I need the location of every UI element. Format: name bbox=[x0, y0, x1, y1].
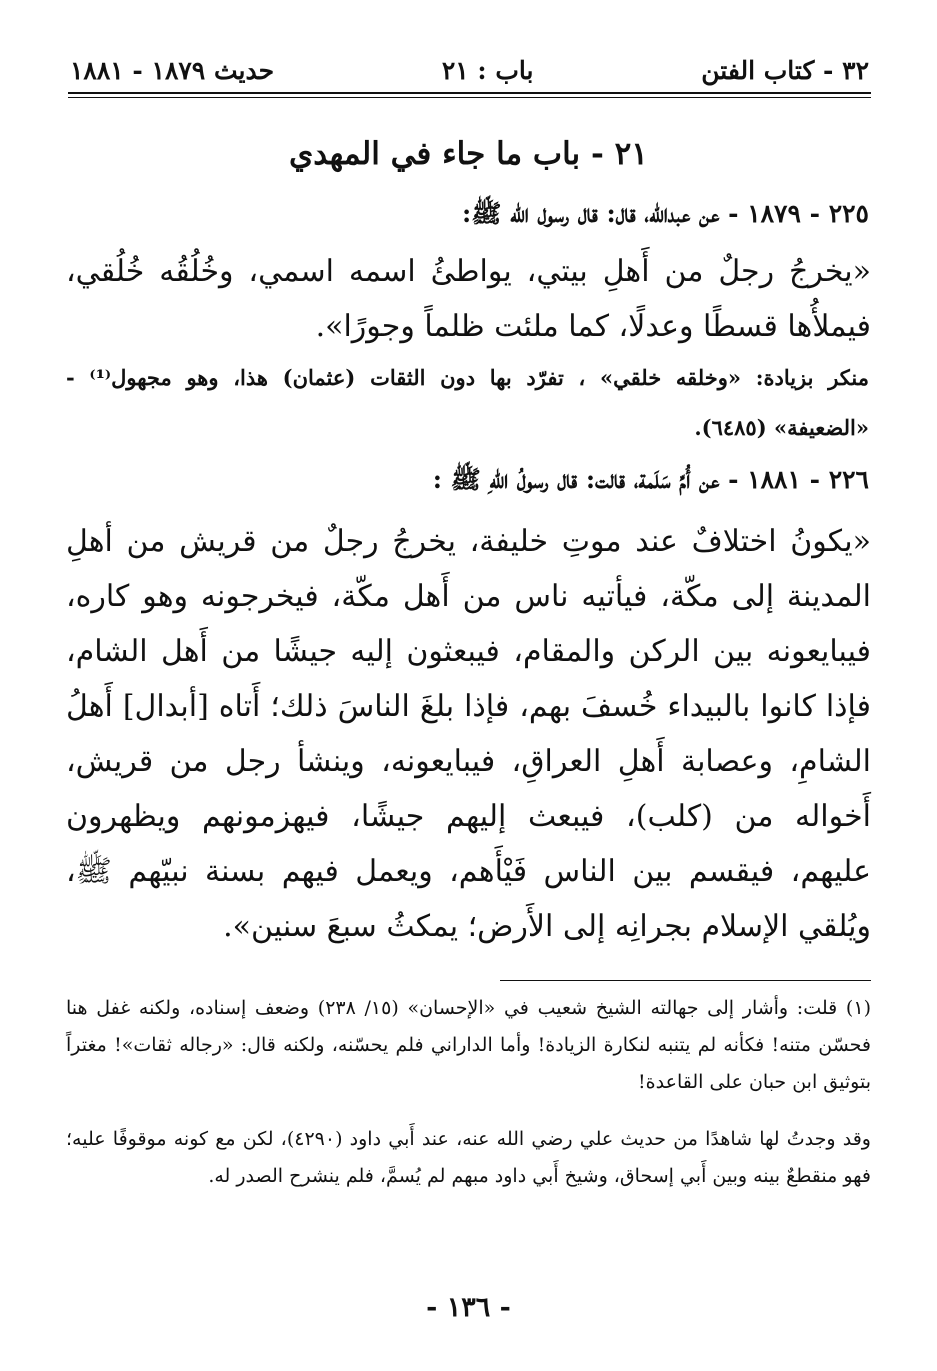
running-header bbox=[70, 50, 869, 90]
footnote-1-continuation: وقد وجدتُ لها شاهدًا من حديث علي رضي الله عنه، عند أَبي داود (٤٢٩٠)، لكن مع كونه موقوفًا عليه؛ فهو منقطعٌ بينه وبين أَبي إسحاق، وشيخ أَبي داود مبهم لم يُسمَّ، فلم ينشرح الصدر له. bbox=[66, 1128, 871, 1187]
header-book-title: ٣٢ - كتاب الفتن bbox=[701, 55, 869, 85]
header-rule-thin bbox=[68, 97, 871, 98]
header-chapter: باب : ٢١ bbox=[441, 55, 534, 85]
hadith-text-1881: «يكونُ اختلافٌ عند موتِ خليفة، يخرجُ رجلٌ من قريش من أهلِ المدينة إلى مكّة، فيأتيه ناس من أَهل مكّة، فيخرجونه وهو كاره، فيبايعونه بين الركن والمقام، فيبعثون إليه جيشًا من أَهل الشام، فإذا كانوا بالبيداء خُسفَ بهم، فإذا بلغَ الناسَ ذلك؛ أَتاه [أبدال] أَهلُ الشامِ، وعصابة أَهلِ العراقِ، فيبايعونه، وينشأ رجل من قريش، أَخواله من (كلب)، فيبعث إليهم جيشًا، فيهزمونهم ويظهرون عليهم، فيقسم بين الناس فَيْأَهم، ويعمل فيهم بسنة نبيّهم ﷺ، ويُلقي الإسلام بجرانِه إلى الأَرض؛ يمكثُ سبعَ سنين». bbox=[66, 524, 871, 944]
hadith-text-1879: «يخرجُ رجلٌ من أَهلِ بيتي، يواطئُ اسمه اسمي، وخُلُقُه خُلُقي، فيملأُها قسطًا وعدلًا، كما ملئت ظلماً وجورًا». bbox=[66, 254, 871, 344]
chapter-title: ٢١ - باب ما جاء في المهدي bbox=[289, 136, 648, 172]
hadith-grade-1879: منكر بزيادة: «وخلقه خلقي» ، تفرّد بها دون الثقات (عثمان) هذا، وهو مجهول⁽¹⁾ - «الضعيفة» (٦٤٨٥). bbox=[66, 365, 869, 440]
header-rule-thick bbox=[68, 92, 871, 94]
page-number: - ١٣٦ - bbox=[426, 1292, 511, 1323]
footnote-separator bbox=[500, 980, 871, 981]
hadith-heading-1879: ٢٢٥ - ١٨٧٩ - عن عبدالله، قال: قال رسول الله ﷺ: bbox=[462, 199, 869, 228]
hadith-heading-1881: ٢٢٦ - ١٨٨١ - عن أُمِّ سَلَمة، قالت: قال رسولُ اللهِ ﷺ : bbox=[432, 465, 869, 494]
header-hadith-range: حديث ١٨٧٩ - ١٨٨١ bbox=[70, 55, 275, 85]
footnote-1: (١) قلت: وأشار إلى جهالته الشيخ شعيب في «الإحسان» (١٥/ ٢٣٨) وضعف إسناده، ولكنه غفل هنا فحسّن متنه! فكأنه لم يتنبه لنكارة الزيادة! وأما الداراني فلم يحسّنه، ولكنه قال: «رجاله ثقات»! مغتراً بتوثيق ابن حبان على القاعدة! bbox=[66, 997, 871, 1093]
